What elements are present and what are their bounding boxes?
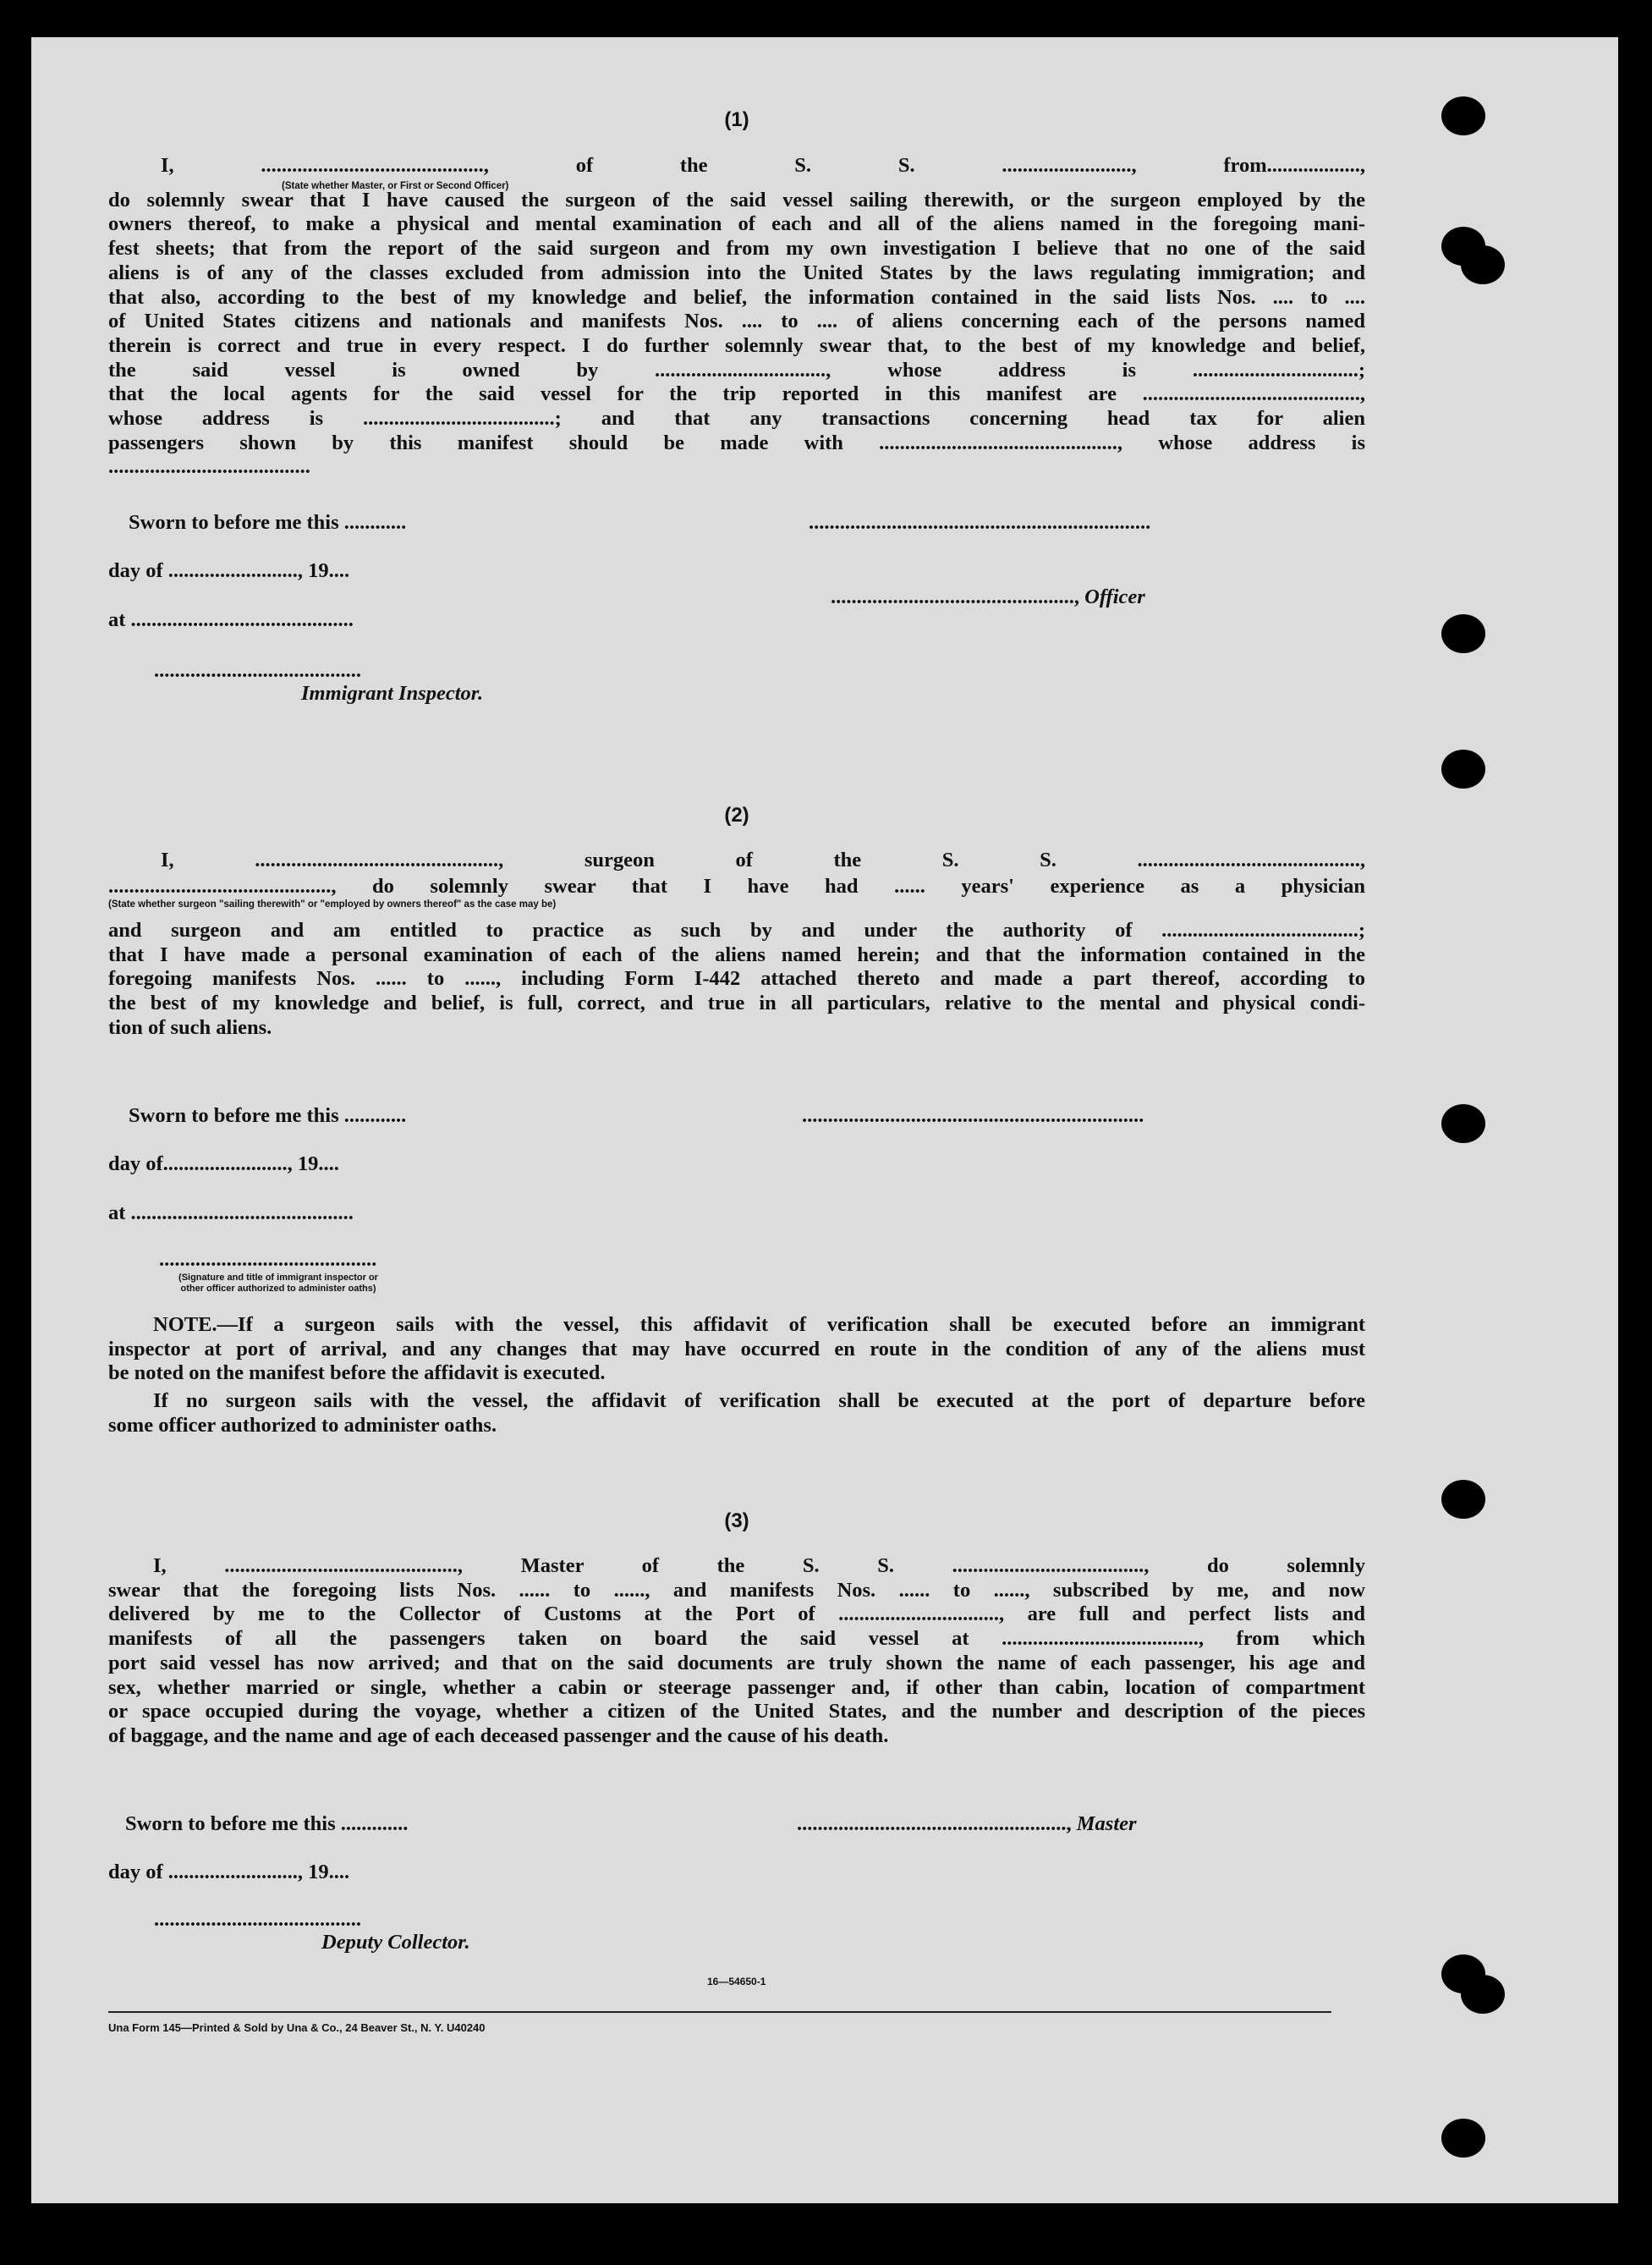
section-1-officer-dots: ............................................... bbox=[831, 585, 1074, 608]
sig-caption-line-2: other officer authorized to administer oaths) bbox=[180, 1283, 376, 1294]
section-1-number: (1) bbox=[724, 108, 749, 131]
binder-hole-9 bbox=[1461, 1975, 1505, 2014]
section-3-line-5: port said vessel has now arrived; and that on the said documents are truly shown the name of each passenger, his age and bbox=[108, 1651, 1365, 1674]
section-1-line-7: of United States citizens and nationals and manifests Nos. .... to .... of aliens concerning each of the persons named bbox=[108, 310, 1365, 333]
section-2-sworn: Sworn to before me this ............ bbox=[129, 1104, 407, 1127]
section-1-line-1: I, ..........................................., of the S. S. ........................., from.................., bbox=[161, 154, 1365, 177]
binder-hole-1 bbox=[1441, 96, 1485, 135]
section-1-line-5: aliens is of any of the classes excluded from admission into the United States by the laws regulating immigration; and bbox=[108, 261, 1365, 284]
section-1-line-11: whose address is .....................................; and that any transactions concerning head tax for alien bbox=[108, 407, 1365, 431]
section-2-sig-caption bbox=[164, 1273, 392, 1294]
section-3-oath bbox=[108, 1554, 1365, 1749]
section-2-number: (2) bbox=[724, 804, 749, 827]
section-1-sworn: Sworn to before me this ............ bbox=[129, 511, 407, 534]
section-2-line-2: ..........................................., do solemnly swear that I have had ...... years' experience as a physician bbox=[108, 874, 1365, 898]
section-2-note bbox=[108, 1313, 1365, 1438]
binder-hole-3 bbox=[1461, 245, 1505, 284]
note-line-4: If no surgeon sails with the vessel, the affidavit of verification shall be executed at the port of departure before bbox=[153, 1389, 1365, 1413]
binder-hole-6 bbox=[1441, 1104, 1485, 1143]
section-2-oath-body bbox=[108, 919, 1365, 1041]
section-3-collector-dots: ........................................ bbox=[154, 1908, 361, 1931]
note-line-2: inspector at port of arrival, and any changes that may have occurred en route in the condition of any of the aliens must bbox=[108, 1337, 1365, 1361]
section-1-line-3: owners thereof, to make a physical and mental examination of each and all of the aliens named in the foregoing mani- bbox=[108, 212, 1365, 236]
section-1-inspector-label: Immigrant Inspector. bbox=[301, 682, 484, 705]
section-1-oath bbox=[108, 154, 1365, 480]
section-2-line-5: foregoing manifests Nos. ...... to ......, including Form I-442 attached thereto and made a part thereof, according to bbox=[108, 967, 1365, 991]
section-2-line-6: the best of my knowledge and belief, is full, correct, and true in all particulars, relative to the mental and physical condi- bbox=[108, 992, 1365, 1015]
section-3-line-4: manifests of all the passengers taken on board the said vessel at ......................................, from which bbox=[108, 1627, 1365, 1651]
section-3-line-7: or space occupied during the voyage, whether a citizen of the United States, and the number and description of the pieces bbox=[108, 1700, 1365, 1723]
section-1-line-9: the said vessel is owned by ................................., whose address is ................................; bbox=[108, 358, 1365, 382]
form-sheet bbox=[31, 37, 1618, 2203]
section-1-signature-line: .................................................................. bbox=[809, 511, 1151, 534]
section-3-master-label: Master bbox=[1076, 1812, 1137, 1835]
section-1-officer-line: ..............................................., Officer bbox=[831, 585, 1145, 608]
surgeon-status-note: (State whether surgeon "sailing therewith" or "employed by owners thereof" as the case may be) bbox=[108, 899, 557, 910]
section-1-line-13: ....................................... bbox=[108, 455, 310, 479]
section-2-sig-dots: .......................................... bbox=[159, 1248, 377, 1271]
printer-line: Una Form 145—Printed & Sold by Una & Co., 24 Beaver St., N. Y. U40240 bbox=[108, 2021, 486, 2034]
section-1-line-2: do solemnly swear that I have caused the surgeon of the said vessel sailing therewith, or the surgeon employed by the bbox=[108, 188, 1365, 212]
section-3-line-1: I, ............................................., Master of the S. S. ....................................., do solemnly bbox=[153, 1554, 1365, 1577]
note-line-3: be noted on the manifest before the affidavit is executed. bbox=[108, 1361, 606, 1385]
section-3-line-6: sex, whether married or single, whether a cabin or steerage passenger and, if other than cabin, location of compartment bbox=[108, 1675, 1365, 1699]
binder-hole-4 bbox=[1441, 614, 1485, 653]
section-2-line-1: I, ..............................................., surgeon of the S. S. ..........................................., bbox=[161, 849, 1365, 871]
section-2-at: at ........................................... bbox=[108, 1201, 354, 1224]
section-1-line-4: fest sheets; that from the report of the said surgeon and from my own investigation I believe that no one of the said bbox=[108, 237, 1365, 261]
binder-hole-7 bbox=[1441, 1480, 1485, 1519]
section-3-line-8: of baggage, and the name and age of each deceased passenger and the cause of his death. bbox=[108, 1723, 889, 1747]
section-2-line-3: and surgeon and am entitled to practice as such by and under the authority of ......................................; bbox=[108, 919, 1365, 942]
section-3-day-of: day of ........................., 19.... bbox=[108, 1861, 350, 1883]
binder-hole-5 bbox=[1441, 750, 1485, 789]
section-2-signature-line: .................................................................. bbox=[802, 1104, 1144, 1127]
section-1-inspector-dots: ........................................ bbox=[154, 659, 361, 682]
note-line-1: NOTE.—If a surgeon sails with the vessel, this affidavit of verification shall be executed before an immigrant bbox=[153, 1313, 1365, 1336]
sig-caption-line-1: (Signature and title of immigrant inspector or bbox=[178, 1273, 378, 1283]
section-2-day-of: day of........................, 19.... bbox=[108, 1152, 339, 1175]
section-1-line-6: that also, according to the best of my knowledge and belief, the information contained in the said lists Nos. .... to .... bbox=[108, 285, 1365, 309]
section-3-collector-label: Deputy Collector. bbox=[321, 1931, 470, 1954]
section-1-line-12: passengers shown by this manifest should be made with .............................................., whose address is bbox=[108, 431, 1365, 454]
section-1-line-10: that the local agents for the said vessel for the trip reported in this manifest are .........................................., bbox=[108, 382, 1365, 406]
section-3-number: (3) bbox=[724, 1509, 749, 1532]
form-number: 16—54650-1 bbox=[707, 1976, 766, 1987]
section-3-line-2: swear that the foregoing lists Nos. ...... to ......, and manifests Nos. ...... to ......, subscribed by me, and now bbox=[108, 1578, 1365, 1602]
note-line-5: some officer authorized to administer oaths. bbox=[108, 1413, 497, 1437]
section-2-line-7: tion of such aliens. bbox=[108, 1015, 272, 1039]
section-2-oath-head bbox=[108, 849, 1365, 899]
section-3-sworn: Sworn to before me this ............. bbox=[125, 1812, 409, 1835]
master-officer-note: (State whether Master, or First or Second Officer) bbox=[282, 181, 509, 191]
section-1-at: at ........................................... bbox=[108, 608, 354, 631]
section-3-master-dots: .................................................... bbox=[797, 1812, 1067, 1835]
section-3-master-line: ...................................................., Master bbox=[797, 1812, 1137, 1835]
section-3-line-3: delivered by me to the Collector of Customs at the Port of ..............................., are full and perfect lists and bbox=[108, 1603, 1365, 1626]
binder-hole-10 bbox=[1441, 2119, 1485, 2158]
section-1-officer-label: Officer bbox=[1084, 585, 1145, 608]
section-1-line-8: therein is correct and true in every respect. I do further solemnly swear that, to the best of my knowledge and belief, bbox=[108, 333, 1365, 357]
footer-rule bbox=[108, 2011, 1331, 2013]
section-2-line-4: that I have made a personal examination of each of the aliens named herein; and that the information contained in the bbox=[108, 943, 1365, 966]
section-1-day-of: day of ........................., 19.... bbox=[108, 559, 350, 582]
